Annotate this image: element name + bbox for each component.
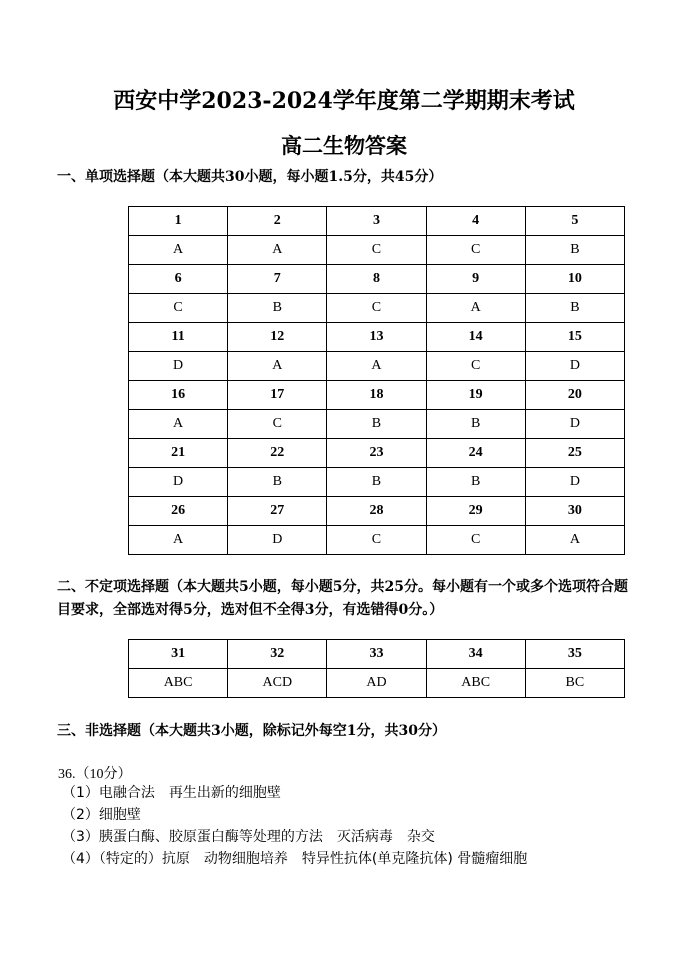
table-row (129, 236, 625, 265)
answer-cell: B (426, 410, 525, 439)
answer-cell: D (129, 352, 228, 381)
question-number: 29 (426, 497, 525, 526)
answer-cell: D (129, 468, 228, 497)
question-number: 2 (228, 207, 327, 236)
question-number: 6 (129, 265, 228, 294)
question-number: 27 (228, 497, 327, 526)
question-number: 7 (228, 265, 327, 294)
answer-cell: B (228, 468, 327, 497)
answer-cell: B (327, 468, 426, 497)
table-row (129, 381, 625, 410)
question-number: 13 (327, 323, 426, 352)
question-number: 19 (426, 381, 525, 410)
answer-cell: C (426, 236, 525, 265)
answer-cell: B (228, 294, 327, 323)
answer-cell: BC (525, 669, 624, 698)
question-number: 32 (228, 640, 327, 669)
answer-cell: C (327, 526, 426, 555)
answer-cell: D (525, 352, 624, 381)
question-number: 16 (129, 381, 228, 410)
table-row (129, 468, 625, 497)
answer-line-2: （2）细胞壁 (62, 807, 141, 823)
answer-cell: A (228, 352, 327, 381)
answer-cell: A (327, 352, 426, 381)
section2-heading: 二、不定项选择题（本大题共5小题，每小题5分，共25分。每小题有一个或多个选项符合题目要求，全部选对得5分，选对但不全得3分，有选错得0分。） (57, 579, 628, 618)
exam-title: 西安中学2023-2024学年度第二学期期末考试 (113, 88, 575, 114)
table-row (129, 526, 625, 555)
section3-heading: 三、非选择题（本大题共3小题，除标记外每空1分，共30分） (57, 723, 446, 739)
question-number: 28 (327, 497, 426, 526)
question-number: 26 (129, 497, 228, 526)
answer-line-3: （3）胰蛋白酶、胶原蛋白酶等处理的方法 灭活病毒 杂交 (62, 829, 435, 845)
table-row (129, 669, 625, 698)
question-number: 30 (525, 497, 624, 526)
section1-heading: 一、单项选择题（本大题共30小题，每小题1.5分，共45分） (57, 169, 443, 185)
question-36-header: 36.（10分） (58, 767, 132, 782)
question-number: 34 (426, 640, 525, 669)
answer-cell: C (327, 236, 426, 265)
answer-cell: B (525, 294, 624, 323)
question-number: 25 (525, 439, 624, 468)
question-number: 24 (426, 439, 525, 468)
section2-answer-table (128, 639, 625, 698)
question-number: 3 (327, 207, 426, 236)
answer-cell: AD (327, 669, 426, 698)
answer-cell: C (426, 352, 525, 381)
table-row (129, 207, 625, 236)
answer-cell: A (129, 236, 228, 265)
answer-cell: C (327, 294, 426, 323)
question-number: 14 (426, 323, 525, 352)
answer-cell: ABC (129, 669, 228, 698)
answer-cell: D (228, 526, 327, 555)
section1-answer-table (128, 206, 625, 555)
question-number: 15 (525, 323, 624, 352)
answer-cell: A (129, 410, 228, 439)
question-number: 33 (327, 640, 426, 669)
answer-cell: A (129, 526, 228, 555)
table-row (129, 352, 625, 381)
table-row (129, 265, 625, 294)
answer-cell: B (426, 468, 525, 497)
answer-cell: A (525, 526, 624, 555)
answer-cell: C (228, 410, 327, 439)
question-number: 35 (525, 640, 624, 669)
question-number: 1 (129, 207, 228, 236)
answer-cell: B (327, 410, 426, 439)
table-row (129, 294, 625, 323)
question-number: 22 (228, 439, 327, 468)
question-number: 10 (525, 265, 624, 294)
answer-line-1: （1）电融合法 再生出新的细胞壁 (62, 785, 281, 801)
question-number: 23 (327, 439, 426, 468)
question-number: 11 (129, 323, 228, 352)
table-row (129, 640, 625, 669)
question-number: 12 (228, 323, 327, 352)
question-number: 17 (228, 381, 327, 410)
answer-cell: B (525, 236, 624, 265)
answer-line-4: （4）（特定的）抗原 动物细胞培养 特异性抗体(单克隆抗体) 骨髓瘤细胞 (62, 851, 528, 867)
table-row (129, 439, 625, 468)
question-number: 31 (129, 640, 228, 669)
question-number: 18 (327, 381, 426, 410)
answer-cell: A (228, 236, 327, 265)
answer-cell: D (525, 468, 624, 497)
question-number: 20 (525, 381, 624, 410)
question-number: 9 (426, 265, 525, 294)
answer-cell: A (426, 294, 525, 323)
question-number: 8 (327, 265, 426, 294)
answer-cell: ABC (426, 669, 525, 698)
table-row (129, 410, 625, 439)
answer-cell: ACD (228, 669, 327, 698)
answer-cell: C (129, 294, 228, 323)
question-number: 5 (525, 207, 624, 236)
exam-subtitle: 高二生物答案 (281, 133, 407, 158)
answer-cell: D (525, 410, 624, 439)
table-row (129, 497, 625, 526)
question-number: 21 (129, 439, 228, 468)
table-row (129, 323, 625, 352)
question-number: 4 (426, 207, 525, 236)
answer-cell: C (426, 526, 525, 555)
